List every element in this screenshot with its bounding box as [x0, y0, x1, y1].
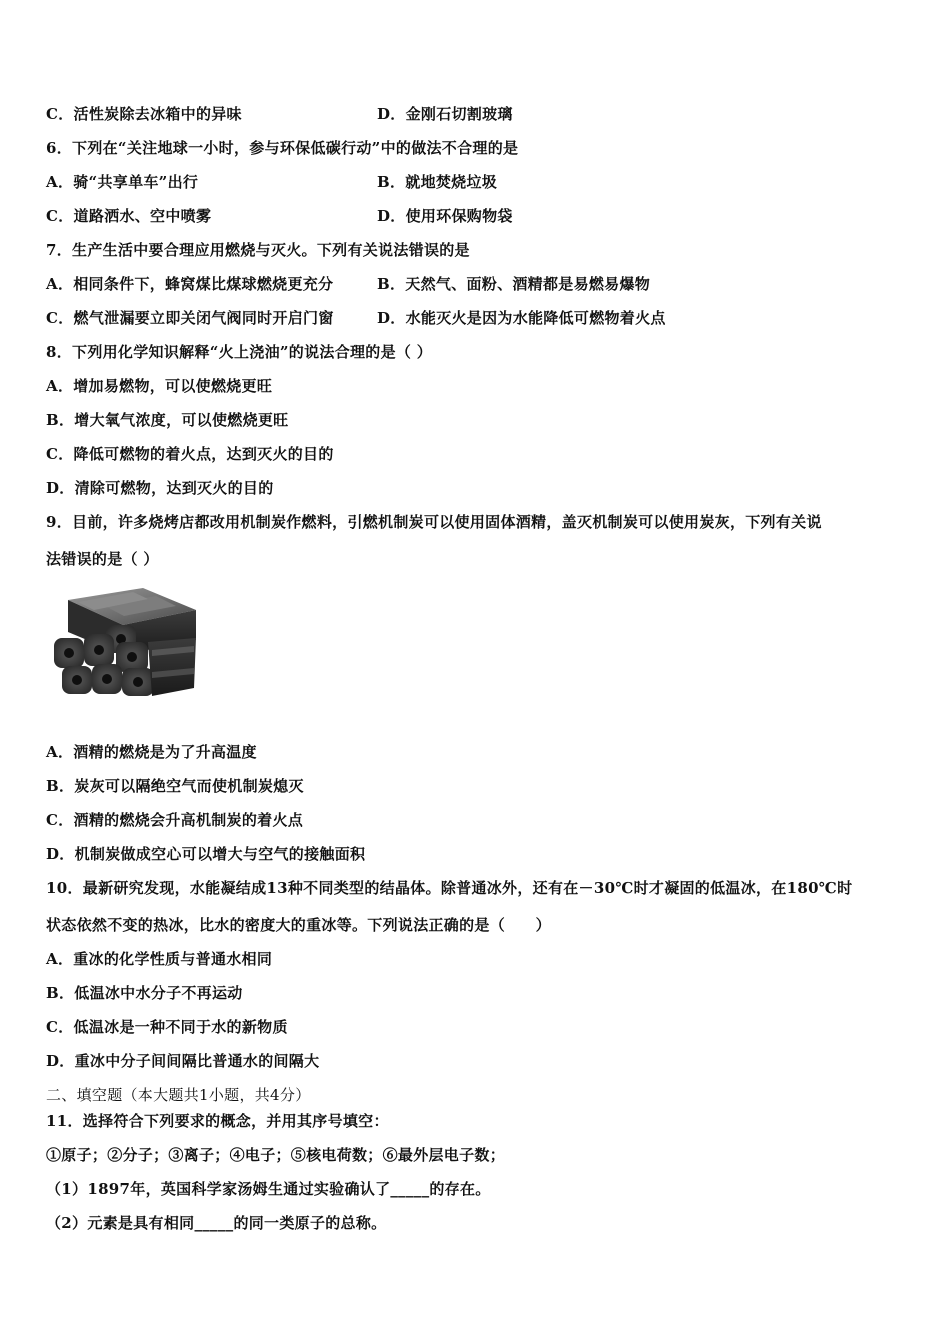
q8-stem: 8．下列用化学知识解释“火上浇油”的说法合理的是（ ）	[46, 343, 433, 361]
q7-option-a: A．相同条件下，蜂窝煤比煤球燃烧更充分	[46, 275, 334, 293]
q7-stem: 7．生产生活中要合理应用燃烧与灭火。下列有关说法错误的是	[46, 241, 470, 259]
q10-option-a: A．重冰的化学性质与普通水相同	[46, 950, 273, 968]
q10-option-b: B．低温冰中水分子不再运动	[46, 984, 243, 1002]
q5-option-d: D．金刚石切割玻璃	[377, 105, 513, 123]
q7-option-c: C．燃气泄漏要立即关闭气阀同时开启门窗	[46, 309, 334, 327]
q8-option-d: D．清除可燃物，达到灭火的目的	[46, 479, 274, 497]
section-heading-fill-in: 二、填空题（本大题共1小题，共4分）	[46, 1086, 311, 1104]
q11-sub1: （1）1897年，英国科学家汤姆生通过实验确认了_____的存在。	[46, 1180, 491, 1198]
q8-option-b: B．增大氧气浓度，可以使燃烧更旺	[46, 411, 289, 429]
q9-stem-line2: 法错误的是（ ）	[46, 550, 159, 568]
q7-option-b: B．天然气、面粉、酒精都是易燃易爆物	[377, 275, 651, 293]
q9-option-d: D．机制炭做成空心可以增大与空气的接触面积	[46, 845, 366, 863]
q9-stem-line1: 9．目前，许多烧烤店都改用机制炭作燃料，引燃机制炭可以使用固体酒精，盖灭机制炭可以使用炭灰，下列有关说	[46, 513, 822, 531]
q6-stem: 6．下列在“关注地球一小时，参与环保低碳行动”中的做法不合理的是	[46, 139, 519, 157]
q6-option-b: B．就地焚烧垃圾	[377, 173, 498, 191]
q11-stem: 11．选择符合下列要求的概念，并用其序号填空：	[46, 1112, 389, 1130]
q10-option-c: C．低温冰是一种不同于水的新物质	[46, 1018, 288, 1036]
q10-option-d: D．重冰中分子间间隔比普通水的间隔大	[46, 1052, 320, 1070]
q11-choices: ①原子；②分子；③离子；④电子；⑤核电荷数；⑥最外层电子数；	[46, 1146, 506, 1164]
charcoal-briquettes-image	[48, 580, 198, 705]
q11-sub2: （2）元素是具有相同_____的同一类原子的总称。	[46, 1214, 387, 1232]
q6-option-a: A．骑“共享单车”出行	[46, 173, 199, 191]
q7-option-d: D．水能灭火是因为水能降低可燃物着火点	[377, 309, 666, 327]
q9-option-a: A．酒精的燃烧是为了升高温度	[46, 743, 257, 761]
q8-option-c: C．降低可燃物的着火点，达到灭火的目的	[46, 445, 334, 463]
q8-option-a: A．增加易燃物，可以使燃烧更旺	[46, 377, 273, 395]
q6-option-c: C．道路洒水、空中喷雾	[46, 207, 212, 225]
q10-stem-line2: 状态依然不变的热冰，比水的密度大的重冰等。下列说法正确的是（ ）	[46, 916, 551, 934]
q10-stem-line1: 10．最新研究发现，水能凝结成13种不同类型的结晶体。除普通冰外，还有在－30℃时才凝固的低温冰，在180℃时	[46, 879, 853, 897]
q9-option-b: B．炭灰可以隔绝空气而使机制炭熄灭	[46, 777, 304, 795]
q5-option-c: C．活性炭除去冰箱中的异味	[46, 105, 242, 123]
q9-option-c: C．酒精的燃烧会升高机制炭的着火点	[46, 811, 304, 829]
q6-option-d: D．使用环保购物袋	[377, 207, 513, 225]
